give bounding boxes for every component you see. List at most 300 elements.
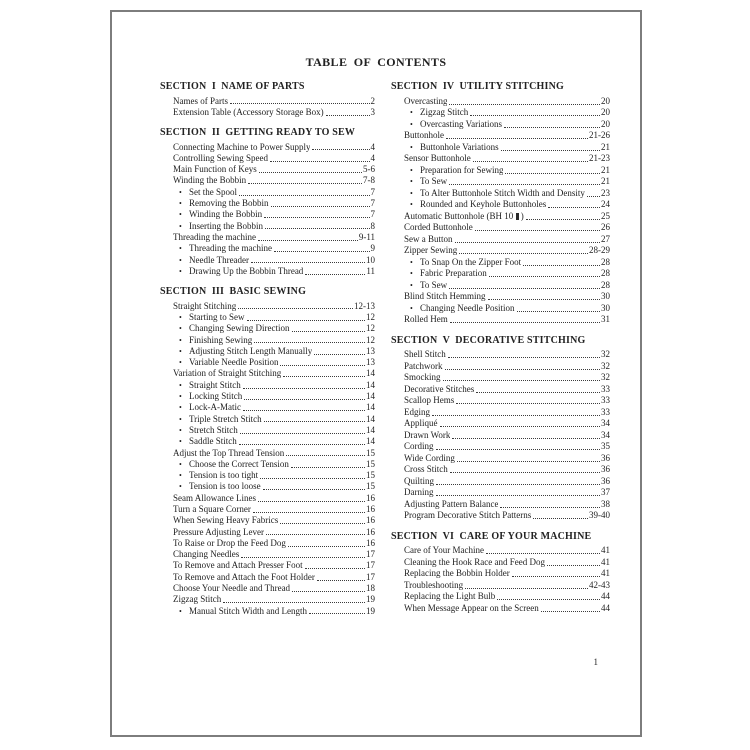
page-number: 15 xyxy=(366,458,375,469)
page-number: 15 xyxy=(366,481,375,492)
dotted-leader xyxy=(587,196,600,197)
bullet-icon: • xyxy=(179,459,182,469)
toc-entry-label: Scallop Hems xyxy=(404,395,455,405)
page-number: 14 xyxy=(366,413,375,424)
toc-entry-label: Fabric Preparation xyxy=(420,268,487,278)
dotted-leader xyxy=(432,415,600,416)
dotted-leader xyxy=(248,183,362,184)
page-number: 7 xyxy=(370,186,375,197)
toc-column-left xyxy=(160,81,375,617)
toc-entry-label: Set the Spool xyxy=(189,186,238,197)
toc-entry xyxy=(391,314,610,326)
toc-entry-label: Program Decorative Stitch Patterns xyxy=(404,510,532,520)
page-number: 33 xyxy=(601,383,610,394)
bullet-icon: • xyxy=(179,606,182,616)
page-number: 24 xyxy=(601,199,610,209)
dotted-leader xyxy=(452,438,600,439)
dotted-leader xyxy=(270,161,370,162)
toc-entry-label: Changing Needle Position xyxy=(420,302,515,313)
toc-entry-label: Zipper Sewing xyxy=(404,245,458,255)
dotted-leader xyxy=(312,149,369,150)
toc-entry xyxy=(391,245,610,257)
bullet-icon: • xyxy=(179,471,182,481)
toc-entry-label: Shell Stitch xyxy=(404,349,446,359)
toc-entry xyxy=(160,153,375,164)
toc-entry-label: To Sew xyxy=(420,279,448,290)
toc-entry xyxy=(391,557,610,569)
page-number: 8 xyxy=(370,220,375,231)
toc-entry-label: Zigzag Stitch xyxy=(420,107,469,117)
toc-entry-label: Threading the machine xyxy=(173,231,256,242)
page-number: 32 xyxy=(601,372,610,382)
bullet-icon: • xyxy=(179,187,182,197)
bullet-icon: • xyxy=(179,482,182,492)
page-number: 21 xyxy=(601,164,610,175)
toc-entry xyxy=(391,464,610,476)
toc-entry-label: Rounded and Keyhole Buttonholes xyxy=(420,199,547,209)
toc-entry xyxy=(391,441,610,453)
toc-entry-label: Tension is too loose xyxy=(189,481,261,492)
page-number: 44 xyxy=(601,591,610,601)
section-heading: SECTION IV UTILITY STITCHING xyxy=(391,81,564,92)
toc-entry xyxy=(160,255,375,266)
dotted-leader xyxy=(247,320,366,321)
toc-entry-label: Stretch Stitch xyxy=(189,424,238,435)
dotted-leader xyxy=(258,501,365,502)
dotted-leader xyxy=(523,265,600,266)
toc-entry-label: Replacing the Bobbin Holder xyxy=(404,568,510,578)
dotted-leader xyxy=(517,311,601,312)
toc-entry-label: Saddle Stitch xyxy=(189,436,237,447)
page-number: 15 xyxy=(366,470,375,481)
toc-entry-label: Care of Your Machine xyxy=(404,545,484,555)
toc-entry-label: Troubleshooting xyxy=(404,579,464,590)
page-number: 37 xyxy=(601,487,610,497)
toc-entry xyxy=(160,266,375,277)
dotted-leader xyxy=(541,611,600,612)
toc-entry xyxy=(160,209,375,220)
page-number: 21-23 xyxy=(589,153,610,163)
page-number: 36 xyxy=(601,452,610,463)
page-number: 9 xyxy=(370,243,375,254)
toc-entry xyxy=(391,430,610,442)
toc-entry-label: Seam Allowance Lines xyxy=(173,492,256,503)
toc-entry-label: Sew a Button xyxy=(404,233,453,244)
toc-entry-label: Extension Table (Accessory Storage Box) xyxy=(173,106,324,117)
page-number: 17 xyxy=(366,571,375,582)
dotted-leader xyxy=(445,369,601,370)
dotted-leader xyxy=(263,489,365,490)
toc-entry-label: When Sewing Heavy Fabrics xyxy=(173,515,279,526)
toc-entry-label: Rolled Hem xyxy=(404,314,448,324)
toc-entry-label: To Remove and Attach Presser Foot xyxy=(173,560,303,571)
toc-entry xyxy=(391,568,610,580)
page-number: 7 xyxy=(370,198,375,209)
dotted-leader xyxy=(456,403,600,404)
toc-entry xyxy=(391,407,610,419)
toc-entry-label: Smocking xyxy=(404,372,441,382)
toc-entry xyxy=(160,368,375,379)
page-number: 17 xyxy=(366,549,375,560)
toc-entry xyxy=(391,591,610,603)
dotted-leader xyxy=(238,308,353,309)
page-number: 35 xyxy=(601,441,610,451)
dotted-leader xyxy=(292,331,366,332)
toc-entry xyxy=(391,234,610,246)
dotted-leader xyxy=(280,365,365,366)
toc-entry xyxy=(160,187,375,198)
toc-entry xyxy=(160,470,375,481)
section-heading: SECTION II GETTING READY TO SEW xyxy=(160,127,356,139)
dotted-leader xyxy=(548,207,600,208)
dotted-leader xyxy=(309,613,365,614)
page-number: 28 xyxy=(601,268,610,278)
toc-entry-label: Finishing Sewing xyxy=(189,334,253,345)
page-number: 31 xyxy=(601,314,610,324)
dotted-leader xyxy=(449,184,600,185)
toc-entry xyxy=(160,572,375,583)
toc-entry xyxy=(391,510,610,522)
toc-entry-label: Quilting xyxy=(404,475,435,486)
toc-entry-label: Pressure Adjusting Lever xyxy=(173,526,264,537)
bullet-icon: • xyxy=(179,392,182,402)
toc-entry xyxy=(391,107,610,119)
toc-entry xyxy=(391,211,610,223)
toc-entry xyxy=(160,346,375,357)
toc-entry xyxy=(391,418,610,430)
dotted-leader xyxy=(314,354,365,355)
dotted-leader xyxy=(436,449,600,450)
toc-entry-label: Patchwork xyxy=(404,360,443,371)
bullet-icon: • xyxy=(179,210,182,220)
bullet-icon: • xyxy=(179,346,182,356)
dotted-leader xyxy=(533,518,588,519)
dotted-leader xyxy=(449,104,600,105)
page-number: 20 xyxy=(601,118,610,129)
page-number: 39-40 xyxy=(589,510,610,520)
dotted-leader xyxy=(497,599,600,600)
toc-entry-label: Zigzag Stitch xyxy=(173,594,222,605)
toc-entry-label: Main Function of Keys xyxy=(173,164,257,175)
dotted-leader xyxy=(286,455,365,456)
bullet-icon: • xyxy=(179,221,182,231)
page-number: 16 xyxy=(366,504,375,514)
bullet-icon: • xyxy=(410,269,413,278)
bullet-icon: • xyxy=(410,257,413,267)
toc-entry xyxy=(160,232,375,243)
page-number: 34 xyxy=(601,429,610,440)
toc-entry xyxy=(391,384,610,396)
page-number: 12 xyxy=(366,311,375,322)
toc-entry xyxy=(391,268,610,280)
bullet-icon: • xyxy=(179,425,182,435)
dotted-leader xyxy=(241,557,365,558)
toc-entry-label: Sensor Buttonhole xyxy=(404,153,471,163)
dotted-leader xyxy=(274,251,370,252)
toc-entry xyxy=(391,165,610,177)
page-number: 4 xyxy=(370,141,375,152)
page-number: 5-6 xyxy=(363,164,375,175)
dotted-leader xyxy=(258,240,358,241)
toc-entry-label: Manual Stitch Width and Length xyxy=(189,605,307,616)
dotted-leader xyxy=(326,115,370,116)
footer-page-number: 1 xyxy=(593,657,598,667)
page-number: 7 xyxy=(370,209,375,220)
page-number: 20 xyxy=(601,95,610,106)
page-number: 27 xyxy=(601,233,610,244)
page-number: 19 xyxy=(366,605,375,616)
dotted-leader xyxy=(271,206,370,207)
toc-entry xyxy=(160,96,375,107)
buttonhole-icon xyxy=(516,213,519,220)
toc-entry-label: Appliqué xyxy=(404,418,438,428)
page-number: 21 xyxy=(601,176,610,186)
page-number: 10 xyxy=(366,254,375,265)
toc-entry xyxy=(391,395,610,407)
page-number: 28 xyxy=(601,279,610,290)
toc-entry-label: Drawn Work xyxy=(404,429,451,440)
page-number: 2 xyxy=(370,95,375,106)
dotted-leader xyxy=(240,433,365,434)
dotted-leader xyxy=(457,461,600,462)
toc-entry xyxy=(160,504,375,515)
toc-entry-label: Connecting Machine to Power Supply xyxy=(173,141,311,152)
dotted-leader xyxy=(475,230,600,231)
dotted-leader xyxy=(264,421,365,422)
bullet-icon: • xyxy=(410,142,413,152)
dotted-leader xyxy=(291,467,365,468)
page-number: 16 xyxy=(366,515,375,526)
dotted-leader xyxy=(547,565,600,566)
toc-entry-label: Choose the Correct Tension xyxy=(189,458,289,469)
toc-entry xyxy=(160,391,375,402)
page-number: 14 xyxy=(366,391,375,402)
section-heading: SECTION V DECORATIVE STITCHING xyxy=(391,334,586,346)
bullet-icon: • xyxy=(410,303,413,313)
page-number: 13 xyxy=(366,357,375,368)
section-heading: SECTION I NAME OF PARTS xyxy=(160,81,305,92)
toc-entry-label: Starting to Sew xyxy=(189,311,245,322)
toc-entry-label: Names of Parts xyxy=(173,95,228,106)
toc-entry-label: Buttonhole xyxy=(404,130,444,140)
bullet-icon: • xyxy=(179,358,182,368)
dotted-leader xyxy=(283,376,365,377)
toc-entry xyxy=(160,459,375,470)
page-number: 17 xyxy=(366,560,375,571)
page-title: TABLE OF CONTENTS xyxy=(305,55,447,69)
page-number: 21-26 xyxy=(589,130,610,140)
toc-entry xyxy=(391,280,610,292)
bullet-icon: • xyxy=(179,255,182,265)
dotted-leader xyxy=(450,472,600,473)
toc-entry-label: Buttonhole Variations xyxy=(420,141,499,152)
toc-entry xyxy=(391,130,610,142)
toc-entry-label: Lock-A-Matic xyxy=(189,402,241,413)
toc-entry-label: Changing Sewing Direction xyxy=(189,323,290,334)
toc-entry xyxy=(160,164,375,175)
toc-entry-label: Preparation for Sewing xyxy=(420,164,504,175)
dotted-leader xyxy=(223,602,365,603)
dotted-leader xyxy=(504,127,600,128)
dotted-leader xyxy=(446,138,588,139)
dotted-leader xyxy=(455,242,601,243)
dotted-leader xyxy=(501,150,600,151)
page-number: 16 xyxy=(366,492,375,503)
dotted-leader xyxy=(251,262,365,263)
page-number: 19 xyxy=(366,594,375,605)
toc-entry xyxy=(391,580,610,592)
page-number: 9-11 xyxy=(358,231,375,242)
dotted-leader xyxy=(449,288,600,289)
section-heading: SECTION III BASIC SEWING xyxy=(160,286,307,298)
toc-entry xyxy=(160,481,375,492)
toc-entry-label: Controlling Sewing Speed xyxy=(173,152,268,163)
dotted-leader xyxy=(486,553,600,554)
toc-entry-label: Variable Needle Position xyxy=(189,357,279,368)
toc-entry xyxy=(391,476,610,488)
toc-column-right xyxy=(391,81,610,617)
toc-entry xyxy=(160,357,375,368)
page-number: 30 xyxy=(601,291,610,301)
dotted-leader xyxy=(260,478,365,479)
toc-entry xyxy=(391,487,610,499)
page-number: 33 xyxy=(601,406,610,417)
toc-entry xyxy=(160,335,375,346)
toc-entry-label: Inserting the Bobbin xyxy=(189,220,263,231)
toc-entry xyxy=(391,349,610,361)
toc-entry-label: Replacing the Light Bulb xyxy=(404,591,496,601)
toc-entry xyxy=(160,323,375,334)
toc-entry xyxy=(391,142,610,154)
document-page xyxy=(110,10,642,737)
toc-entry xyxy=(391,453,610,465)
toc-entry-label: Changing Needles xyxy=(173,549,240,560)
bullet-icon: • xyxy=(410,108,413,117)
dotted-leader xyxy=(440,426,601,427)
toc-entry-label: Winding the Bobbin xyxy=(189,209,263,220)
dotted-leader xyxy=(305,274,365,275)
toc-entry xyxy=(160,448,375,459)
toc-entry xyxy=(391,257,610,269)
toc-entry-label: Winding the Bobbin xyxy=(173,175,247,186)
toc-entry xyxy=(391,188,610,200)
page-number: 12 xyxy=(366,323,375,334)
dotted-leader xyxy=(243,410,365,411)
toc-entry-label: Cleaning the Hook Race and Feed Dog xyxy=(404,556,545,567)
page-number: 41 xyxy=(601,568,610,578)
bullet-icon: • xyxy=(410,188,413,198)
toc-columns xyxy=(112,81,640,617)
toc-entry-label: Choose Your Needle and Thread xyxy=(173,583,291,594)
dotted-leader xyxy=(450,322,600,323)
page-number: 28-29 xyxy=(589,245,610,255)
toc-entry xyxy=(160,301,375,312)
toc-entry xyxy=(391,303,610,315)
page-number: 23 xyxy=(601,187,610,198)
toc-entry-label: Removing the Bobbin xyxy=(189,198,269,209)
page-number: 16 xyxy=(366,537,375,548)
toc-entry xyxy=(160,515,375,526)
toc-entry-label: To Raise or Drop the Feed Dog xyxy=(173,537,286,548)
toc-entry-label: Straight Stitch xyxy=(189,379,241,390)
toc-entry xyxy=(160,606,375,617)
bullet-icon: • xyxy=(179,380,182,390)
section-heading: SECTION VI CARE OF YOUR MACHINE xyxy=(391,530,592,542)
toc-entry-label: Corded Buttonhole xyxy=(404,222,473,232)
toc-entry-label: Wide Cording xyxy=(404,452,455,463)
dotted-leader xyxy=(473,161,588,162)
page-number: 30 xyxy=(601,302,610,313)
toc-entry xyxy=(160,549,375,560)
dotted-leader xyxy=(253,512,365,513)
toc-entry xyxy=(391,291,610,303)
toc-entry-label: Decorative Stitches xyxy=(404,383,475,394)
page-number: 26 xyxy=(601,222,610,232)
toc-entry xyxy=(160,538,375,549)
bullet-icon: • xyxy=(179,244,182,254)
page-number: 16 xyxy=(366,526,375,537)
dotted-leader xyxy=(244,399,365,400)
dotted-leader xyxy=(243,388,365,389)
page-number: 15 xyxy=(366,447,375,458)
toc-entry xyxy=(391,176,610,188)
toc-entry-label: Overcasting xyxy=(404,95,448,106)
toc-entry-label: Locking Stitch xyxy=(189,391,243,402)
toc-entry xyxy=(160,425,375,436)
toc-entry-label: Adjust the Top Thread Tension xyxy=(173,447,285,458)
toc-entry xyxy=(160,402,375,413)
dotted-leader xyxy=(265,228,370,229)
toc-entry xyxy=(391,96,610,108)
bullet-icon: • xyxy=(179,414,182,424)
toc-entry-label: Cording xyxy=(404,441,434,451)
toc-entry-label: Blind Stitch Hemming xyxy=(404,291,486,301)
dotted-leader xyxy=(512,576,600,577)
dotted-leader xyxy=(266,534,365,535)
toc-entry xyxy=(160,198,375,209)
dotted-leader xyxy=(488,299,600,300)
dotted-leader xyxy=(288,546,365,547)
toc-entry xyxy=(391,119,610,131)
bullet-icon: • xyxy=(179,335,182,345)
toc-entry xyxy=(160,175,375,186)
toc-entry xyxy=(391,545,610,557)
toc-entry-label: Edging xyxy=(404,406,430,417)
toc-entry-label: Adjusting Pattern Balance xyxy=(404,498,499,509)
page-number: 41 xyxy=(601,545,610,555)
page-number: 14 xyxy=(366,368,375,379)
bullet-icon: • xyxy=(410,200,413,209)
toc-entry-label: Overcasting Variations xyxy=(420,118,503,129)
bullet-icon: • xyxy=(179,199,182,209)
toc-entry xyxy=(160,221,375,232)
page-number: 12-13 xyxy=(354,300,375,311)
bullet-icon: • xyxy=(179,403,182,413)
toc-entry-label: Triple Stretch Stitch xyxy=(189,413,262,424)
toc-entry-label: Adjusting Stitch Length Manually xyxy=(189,345,313,356)
dotted-leader xyxy=(470,115,600,116)
page-number: 14 xyxy=(366,402,375,413)
toc-entry-label: To Alter Buttonhole Stitch Width and Density xyxy=(420,187,585,198)
page-number: 14 xyxy=(366,436,375,447)
dotted-leader xyxy=(305,568,365,569)
page-number: 3 xyxy=(370,106,375,117)
dotted-leader xyxy=(239,195,369,196)
page-number: 32 xyxy=(601,360,610,371)
toc-entry xyxy=(160,560,375,571)
dotted-leader xyxy=(280,523,365,524)
toc-entry xyxy=(160,243,375,254)
